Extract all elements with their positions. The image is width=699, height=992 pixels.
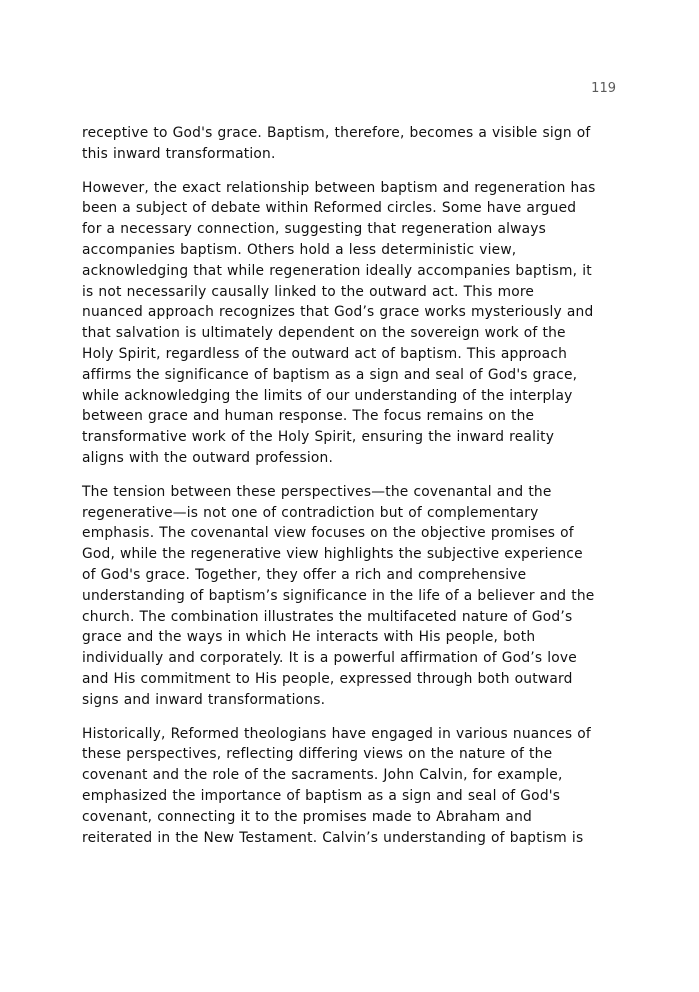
text-line: emphasized the importance of baptism as a sign and seal of God's <box>82 787 561 804</box>
text-line: that salvation is ultimately dependent on the sovereign work of the <box>82 325 566 342</box>
text-line: emphasis. The covenantal view focuses on the objective promises of <box>82 525 574 542</box>
text-line: this inward transformation. <box>82 145 276 162</box>
text-line: receptive to God's grace. Baptism, therefore, becomes a visible sign of <box>82 125 591 141</box>
text-line: Holy Spirit, regardless of the outward act of baptism. This approach <box>82 345 568 362</box>
text-line: God, while the regenerative view highlights the subjective experience <box>82 546 583 563</box>
paragraph <box>82 482 627 711</box>
text-line: of God's grace. Together, they offer a rich and comprehensive <box>82 566 527 583</box>
text-line: regenerative—is not one of contradiction but of complementary <box>82 504 539 521</box>
text-line: covenant, connecting it to the promises made to Abraham and <box>82 808 532 825</box>
text-line: been a subject of debate within Reformed circles. Some have argued <box>82 200 577 217</box>
text-line: while acknowledging the limits of our understanding of the interplay <box>82 387 573 404</box>
text-line: acknowledging that while regeneration ideally accompanies baptism, it <box>82 262 592 279</box>
text-line: reiterated in the New Testament. Calvin’s understanding of baptism is <box>82 829 584 846</box>
text-line: nuanced approach recognizes that God’s grace works mysteriously and <box>82 304 594 321</box>
text-line: signs and inward transformations. <box>82 691 326 708</box>
text-line: individually and corporately. It is a powerful affirmation of God’s love <box>82 650 577 667</box>
text-line: church. The combination illustrates the multifaceted nature of God’s <box>82 608 573 625</box>
text-line: transformative work of the Holy Spirit, ensuring the inward reality <box>82 429 555 446</box>
text-line: these perspectives, reflecting differing views on the nature of the <box>82 746 553 763</box>
text-line: accompanies baptism. Others hold a less deterministic view, <box>82 241 517 258</box>
text-line: and His commitment to His people, expressed through both outward <box>82 670 573 687</box>
text-line: affirms the significance of baptism as a sign and seal of God's grace, <box>82 366 578 383</box>
text-line: for a necessary connection, suggesting that regeneration always <box>82 221 547 238</box>
text-line: understanding of baptism’s significance in the life of a believer and the <box>82 587 595 604</box>
text-line: covenant and the role of the sacraments. John Calvin, for example, <box>82 767 563 784</box>
paragraph <box>82 123 627 165</box>
paragraph <box>82 178 627 469</box>
text-line: aligns with the outward profession. <box>82 449 334 466</box>
text-line: grace and the ways in which He interacts with His people, both <box>82 629 536 646</box>
text-line: However, the exact relationship between baptism and regeneration has <box>82 179 596 196</box>
body-text <box>82 123 627 861</box>
text-line: is not necessarily causally linked to the outward act. This more <box>82 283 535 300</box>
text-line: Historically, Reformed theologians have engaged in various nuances of <box>82 725 591 742</box>
paragraph <box>82 724 627 849</box>
text-line: The tension between these perspectives—the covenantal and the <box>82 483 552 500</box>
page-number: 119 <box>591 81 616 96</box>
text-line: between grace and human response. The focus remains on the <box>82 408 535 425</box>
